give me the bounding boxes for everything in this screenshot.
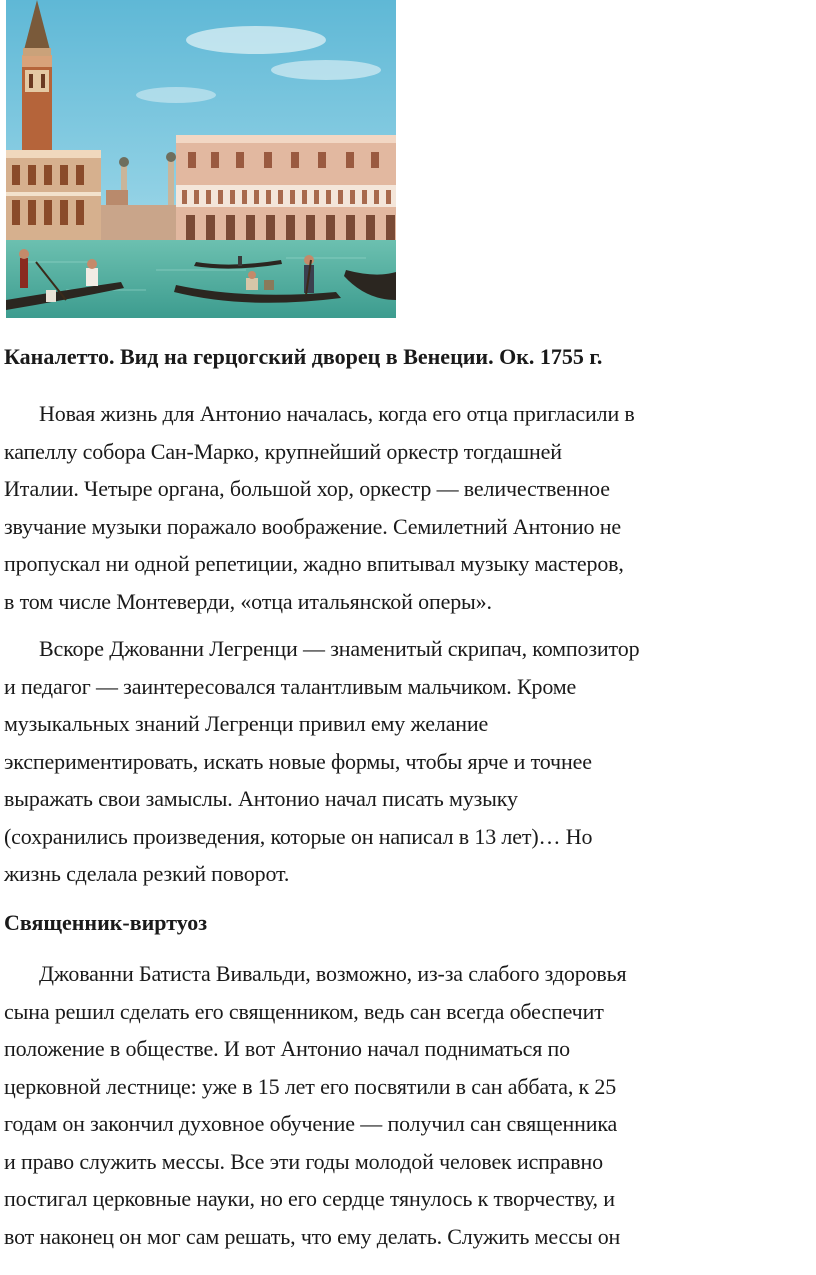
paragraph-line: музыкальных знаний Легренци привил ему желание [4,711,489,736]
painting-image [6,0,396,318]
paragraph-line: в том числе Монтеверди, «отца итальянской оперы». [4,588,492,614]
paragraph-line: вот наконец он мог сам решать, что ему делать. Служить мессы он [4,1223,621,1249]
paragraph-line: (сохранились произведения, которые он написал в 13 лет)… Но [4,823,593,849]
paragraph-3 [4,955,812,1255]
paragraph-line: Джованни Батиста Вивальди, возможно, из-за слабого здоровья [39,961,627,986]
paragraph-line: выражать свои замыслы. Антонио начал писать музыку [4,786,518,811]
paragraph-line: церковной лестнице: уже в 15 лет его посвятили в сан аббата, к 25 [4,1073,617,1099]
paragraph-line: Новая жизнь для Антонио началась, когда его отца пригласили в [39,401,635,426]
paragraph-line: экспериментировать, искать новые формы, чтобы ярче и точнее [4,748,592,774]
paragraph-line: пропускал ни одной репетиции, жадно впитывал музыку мастеров, [4,551,624,576]
paragraph-2 [4,630,812,893]
paragraph-line: Италии. Четыре органа, большой хор, оркестр — величественное [4,476,610,501]
paragraph-line: капеллу собора Сан-Марко, крупнейший оркестр тогдашней [4,438,562,464]
paragraph-line: Вскоре Джованни Легренци — знаменитый скрипач, композитор [39,636,640,661]
paragraph-line: и педагог — заинтересовался талантливым мальчиком. Кроме [4,673,577,699]
paragraph-line: и право служить мессы. Все эти годы молодой человек исправно [4,1148,603,1174]
library-building [6,150,101,242]
figure-caption: Каналетто. Вид на герцогский дворец в Венеции. Ок. 1755 г. [4,344,603,369]
paragraph-line: годам он закончил духовное обучение — получил сан священника [4,1111,618,1136]
paragraph-line: сына решил сделать его священником, ведь сан всегда обеспечит [4,998,604,1024]
paragraph-1 [4,395,812,620]
paragraph-line: звучание музыки поражало воображение. Семилетний Антонио не [4,513,621,539]
paragraph-line: жизнь сделала резкий поворот. [4,861,290,886]
paragraph-line: постигал церковные науки, но его сердце тянулось к творчеству, и [4,1186,615,1211]
doges-palace [176,135,396,242]
section-heading: Священник-виртуоз [4,910,208,935]
paragraph-line: положение в обществе. И вот Антонио начал подниматься по [4,1036,571,1061]
